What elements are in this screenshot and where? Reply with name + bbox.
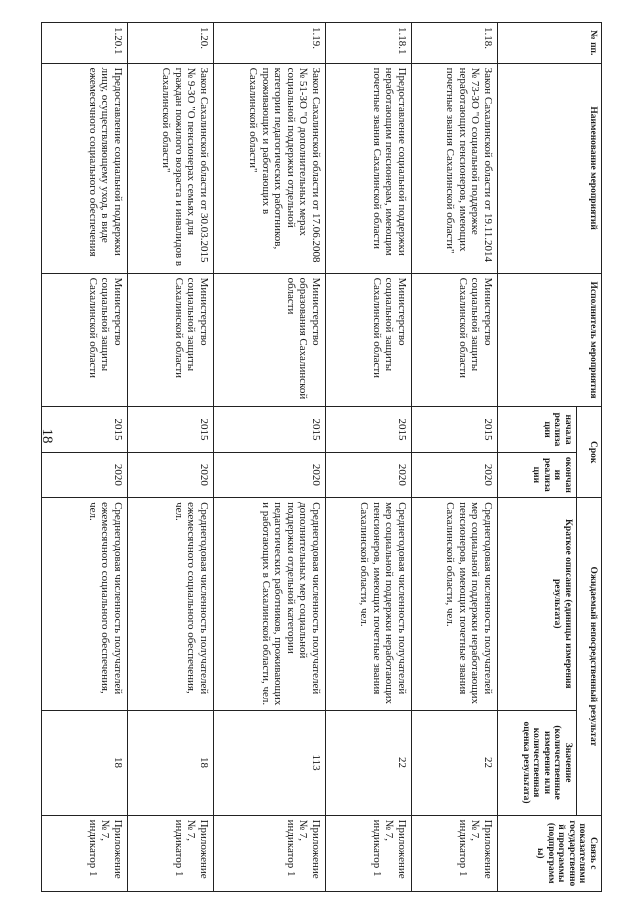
table-header: [498, 23, 602, 892]
row-executor: Министерство социальной защиты Сахалинской области: [128, 273, 214, 407]
row-desc: Среднегодовая численность получателей ежемесячного социального обеспечения, чел.: [42, 498, 128, 710]
header-num: № пп.: [498, 23, 602, 64]
row-num: 1.20.: [128, 23, 214, 64]
row-link: Приложение № 7, индикатор 1: [42, 815, 128, 891]
row-start: 2015: [214, 407, 326, 452]
row-name: Предоставление социальной поддержки лицу, осуществляющему уход, в виде ежемесячного социального обеспечения: [42, 63, 128, 273]
row-link: Приложение № 7, индикатор 1: [412, 815, 498, 891]
header-term-start: начала реализации: [498, 407, 577, 452]
row-executor: Министерство социальной защиты Сахалинской области: [326, 273, 412, 407]
table-row: [214, 23, 326, 892]
row-num: 1.18.1: [326, 23, 412, 64]
row-desc: Среднегодовая численность получателей мер социальной поддержки неработающих пенсионеров, имеющих почетные звания Сахалинской области, чел.: [412, 498, 498, 710]
row-desc: Среднегодовая численность получателей дополнительных мер социальной поддержки отдельной категории педагогических работников, проживающих и работающих в Сахалинской области, чел.: [214, 498, 326, 710]
row-executor: Министерство социальной защиты Сахалинской области: [42, 273, 128, 407]
row-end: 2020: [412, 452, 498, 497]
table-row: [326, 23, 412, 892]
row-desc: Среднегодовая численность получателей ежемесячного социального обеспечения, чел.: [128, 498, 214, 710]
row-link: Приложение № 7, индикатор 1: [214, 815, 326, 891]
header-name: Наименование мероприятий: [498, 63, 602, 273]
row-desc: Среднегодовая численность получателей мер социальной поддержки неработающих пенсионеров, имеющих почетные звания Сахалинской области, чел.: [326, 498, 412, 710]
row-num: 1.18.: [412, 23, 498, 64]
row-end: 2020: [128, 452, 214, 497]
header-term-end: окончания реализации: [498, 452, 577, 497]
rotated-table-container: [82, 22, 602, 892]
page-number: 18: [39, 428, 55, 444]
row-value: 18: [128, 710, 214, 815]
row-end: 2020: [326, 452, 412, 497]
row-value: 113: [214, 710, 326, 815]
row-name: Закон Сахалинской области от 17.06.2008 № 51-ЗО "О дополнительных мерах социальной поддержки отдельной категории педагогических работников, проживающих и работающих в Сахалинской области": [214, 63, 326, 273]
table-row: [128, 23, 214, 892]
row-end: 2020: [214, 452, 326, 497]
row-value: 22: [326, 710, 412, 815]
row-value: 22: [412, 710, 498, 815]
row-num: 1.19.: [214, 23, 326, 64]
header-executor: Исполнитель мероприятия: [498, 273, 602, 407]
table-row: [412, 23, 498, 892]
row-start: 2015: [42, 407, 128, 452]
row-link: Приложение № 7, индикатор 1: [128, 815, 214, 891]
row-executor: Министерство социальной защиты Сахалинской области: [412, 273, 498, 407]
row-value: 18: [42, 710, 128, 815]
header-term: Срок: [577, 407, 602, 498]
row-executor: Министерство образования Сахалинской области: [214, 273, 326, 407]
header-link: Связь с показателями государственной программы (подпрограммы): [498, 815, 602, 891]
row-num: 1.20.1: [42, 23, 128, 64]
row-start: 2015: [412, 407, 498, 452]
header-result: Ожидаемый непосредственный результат: [577, 498, 602, 816]
measures-table: [41, 22, 602, 892]
row-name: Закон Сахалинской области от 30.03.2015 № 9-ЗО "О пенсионерах семьях для граждан пожилого возраста и инвалидов в Сахалинской области": [128, 63, 214, 273]
row-start: 2015: [326, 407, 412, 452]
row-name: Предоставление социальной поддержки неработающим пенсионерам, имеющим почетные звания Сахалинской области: [326, 63, 412, 273]
row-start: 2015: [128, 407, 214, 452]
header-result-desc: Краткое описание (единицы измерения результата): [498, 498, 577, 710]
row-link: Приложение № 7, индикатор 1: [326, 815, 412, 891]
header-result-value: Значение (количественные измерение или количественная оценка результата): [498, 710, 577, 815]
row-end: 2020: [42, 452, 128, 497]
table-row: [42, 23, 128, 892]
row-name: Закон Сахалинской области от 19.11.2014 № 73-ЗО "О социальной поддержке неработающих пенсионеров, имеющих почетные звания Сахалинской области": [412, 63, 498, 273]
